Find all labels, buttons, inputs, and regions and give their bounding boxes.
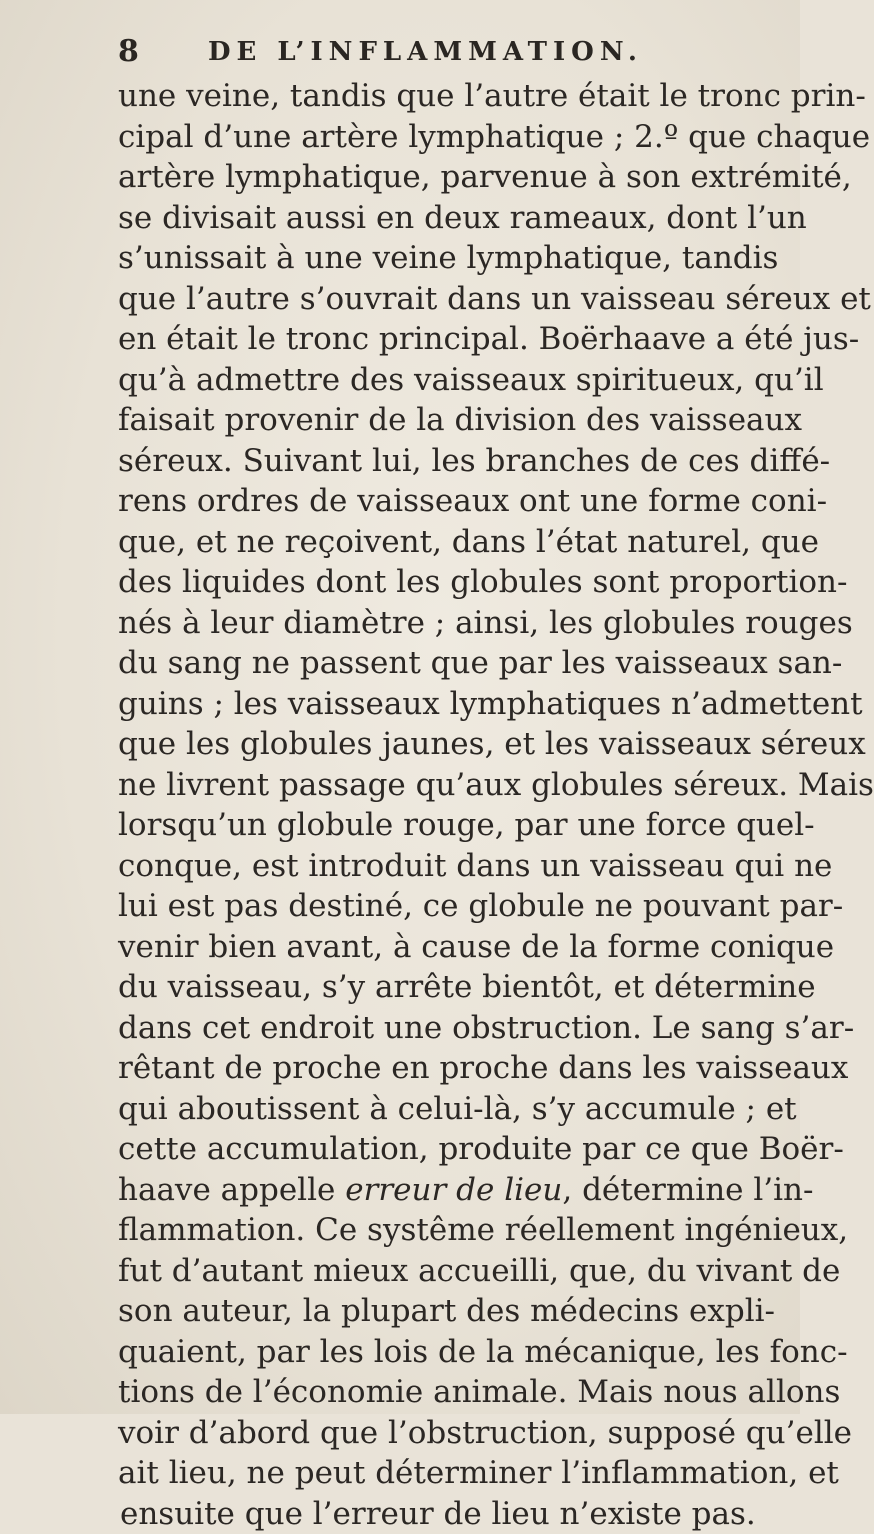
text-line: rens ordres de vaisseaux ont une forme coni- bbox=[118, 481, 790, 522]
text-line: guins ; les vaisseaux lymphatiques n’admettent bbox=[118, 684, 790, 725]
text-line: du vaisseau, s’y arrête bientôt, et détermine bbox=[118, 967, 790, 1008]
text-line: qu’à admettre des vaisseaux spiritueux, qu’il bbox=[118, 360, 790, 401]
text-line: une veine, tandis que l’autre était le tronc prin- bbox=[118, 76, 790, 117]
text-line: ensuite que l’erreur de lieu n’existe pas. bbox=[118, 1494, 790, 1534]
text-line: séreux. Suivant lui, les branches de ces diffé- bbox=[118, 441, 790, 482]
text-line: fut d’autant mieux accueilli, que, du vivant de bbox=[118, 1251, 790, 1292]
text-line: dans cet endroit une obstruction. Le sang s’ar- bbox=[118, 1008, 790, 1049]
text-line: venir bien avant, à cause de la forme conique bbox=[118, 927, 790, 968]
text-segment: haave appelle bbox=[118, 1172, 335, 1208]
text-line-with-italic bbox=[118, 1170, 790, 1211]
text-line: que les globules jaunes, et les vaisseaux séreux bbox=[118, 724, 790, 765]
text-line: en était le tronc principal. Boërhaave a été jus- bbox=[118, 319, 790, 360]
text-line: des liquides dont les globules sont proportion- bbox=[118, 562, 790, 603]
text-line: s’unissait à une veine lymphatique, tandis bbox=[118, 238, 790, 279]
italic-phrase: erreur de lieu bbox=[345, 1172, 562, 1208]
text-line: voir d’abord que l’obstruction, supposé qu’elle bbox=[118, 1413, 790, 1454]
text-line: lorsqu’un globule rouge, par une force quel- bbox=[118, 805, 790, 846]
text-line: ait lieu, ne peut déterminer l’inflammation, et bbox=[118, 1453, 790, 1494]
text-segment: , détermine l’in- bbox=[562, 1172, 813, 1208]
text-line: cipal d’une artère lymphatique ; 2.º que chaque bbox=[118, 117, 790, 158]
text-line: se divisait aussi en deux rameaux, dont l’un bbox=[118, 198, 790, 239]
text-line: qui aboutissent à celui-là, s’y accumule ; et bbox=[118, 1089, 790, 1130]
text-line: ne livrent passage qu’aux globules séreux. Mais bbox=[118, 765, 790, 806]
body-text bbox=[118, 76, 790, 1534]
text-line: lui est pas destiné, ce globule ne pouvant par- bbox=[118, 886, 790, 927]
page-header bbox=[118, 30, 758, 74]
running-title: DE L’INFLAMMATION. bbox=[208, 30, 643, 74]
text-line: flammation. Ce systême réellement ingénieux, bbox=[118, 1210, 790, 1251]
text-line: rêtant de proche en proche dans les vaisseaux bbox=[118, 1048, 790, 1089]
text-line: tions de l’économie animale. Mais nous allons bbox=[118, 1372, 790, 1413]
text-line: artère lymphatique, parvenue à son extrémité, bbox=[118, 157, 790, 198]
text-line: nés à leur diamètre ; ainsi, les globules rouges bbox=[118, 603, 790, 644]
text-line: son auteur, la plupart des médecins expli- bbox=[118, 1291, 790, 1332]
text-line: faisait provenir de la division des vaisseaux bbox=[118, 400, 790, 441]
text-line: conque, est introduit dans un vaisseau qui ne bbox=[118, 846, 790, 887]
page-number: 8 bbox=[118, 30, 139, 74]
text-line: quaient, par les lois de la mécanique, les fonc- bbox=[118, 1332, 790, 1373]
text-line: du sang ne passent que par les vaisseaux san- bbox=[118, 643, 790, 684]
text-line: que l’autre s’ouvrait dans un vaisseau séreux et bbox=[118, 279, 790, 320]
text-line: cette accumulation, produite par ce que Boër- bbox=[118, 1129, 790, 1170]
text-line: que, et ne reçoivent, dans l’état naturel, que bbox=[118, 522, 790, 563]
